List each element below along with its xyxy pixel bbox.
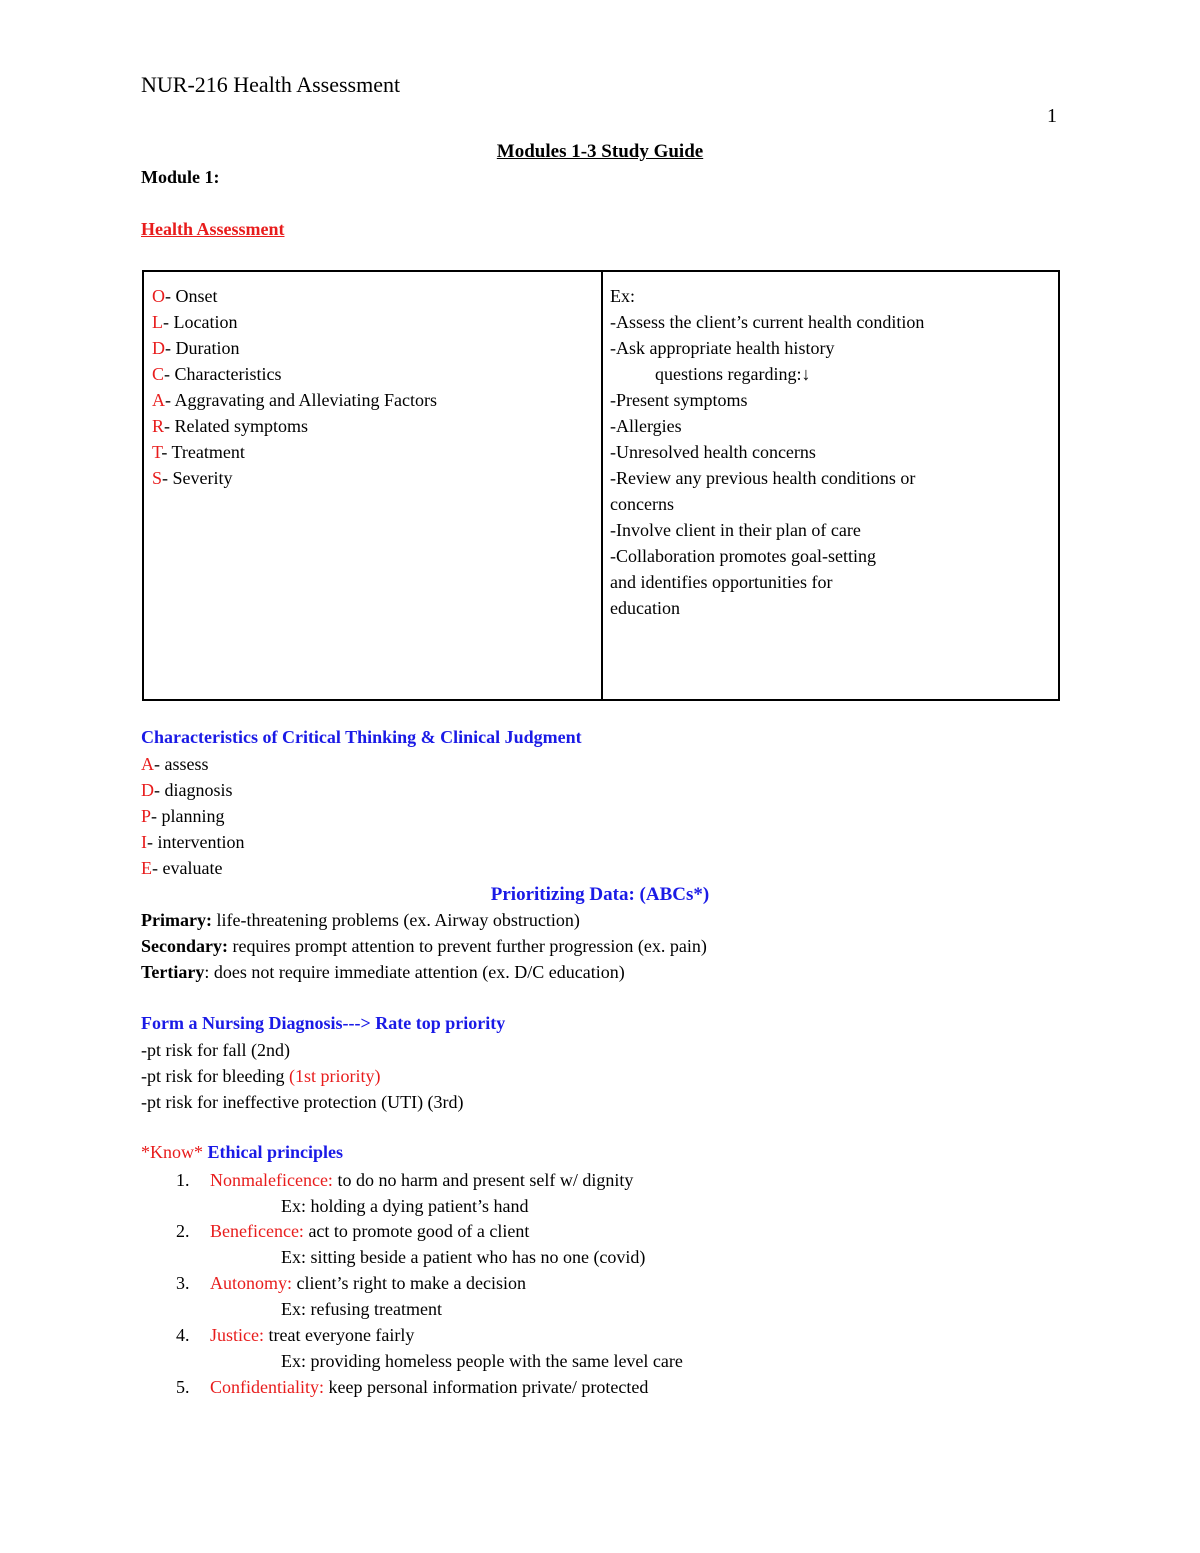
table-right-line: concerns — [610, 494, 674, 514]
table-right-line: questions regarding:↓ — [655, 364, 811, 384]
table-right-line: -Unresolved health concerns — [610, 442, 816, 462]
table-left-row: C- Characteristics — [152, 364, 282, 384]
table-divider — [601, 272, 603, 699]
table-left-row: D- Duration — [152, 338, 240, 358]
ethics-heading: *Know* Ethical principles — [141, 1142, 344, 1162]
nursing-item: -pt risk for bleeding (1st priority) — [141, 1066, 381, 1086]
ethics-item: 1. Nonmaleficence: to do no harm and present self w/ dignity — [176, 1170, 634, 1190]
priority-item: Primary: life-threatening problems (ex. Airway obstruction) — [141, 910, 580, 930]
table-right-line: -Review any previous health conditions or — [610, 468, 916, 488]
table-left-cell — [152, 283, 437, 491]
document-header: NUR-216 Health Assessment — [141, 72, 401, 97]
table-right-line: -Present symptoms — [610, 390, 748, 410]
document-title: Modules 1-3 Study Guide — [496, 141, 704, 162]
priority-item: Secondary: requires prompt attention to prevent further progression (ex. pain) — [141, 936, 707, 956]
adpie-item: D- diagnosis — [141, 780, 233, 800]
table-right-line: and identifies opportunities for — [610, 572, 833, 592]
table-right-line: Ex: — [610, 286, 635, 306]
module-heading: Module 1: — [141, 167, 220, 187]
ethics-example: Ex: sitting beside a patient who has no one (covid) — [281, 1247, 646, 1267]
priority-item: Tertiary: does not require immediate attention (ex. D/C education) — [141, 962, 625, 982]
nursing-diagnosis-heading: Form a Nursing Diagnosis---> Rate top priority — [141, 1013, 506, 1033]
page-number: 1 — [1047, 105, 1057, 127]
ethics-item: 4. Justice: treat everyone fairly — [176, 1325, 415, 1345]
olddcarts-table — [142, 270, 1060, 701]
nursing-item: -pt risk for fall (2nd) — [141, 1040, 290, 1060]
table-right-line: -Allergies — [610, 416, 682, 436]
ethics-item: 3. Autonomy: client’s right to make a decision — [176, 1273, 526, 1293]
ethics-example: Ex: holding a dying patient’s hand — [281, 1196, 529, 1216]
adpie-item: I- intervention — [141, 832, 245, 852]
table-left-row: A- Aggravating and Alleviating Factors — [152, 390, 437, 410]
ethics-example: Ex: providing homeless people with the same level care — [281, 1351, 683, 1371]
table-left-row: T- Treatment — [152, 442, 245, 462]
table-right-line: -Assess the client’s current health condition — [610, 312, 925, 332]
nursing-item: -pt risk for ineffective protection (UTI) (3rd) — [141, 1092, 464, 1112]
table-right-line: -Ask appropriate health history — [610, 338, 835, 358]
table-left-row: S- Severity — [152, 468, 233, 488]
table-right-line: education — [610, 598, 680, 618]
table-right-line: -Involve client in their plan of care — [610, 520, 861, 540]
table-right-cell — [610, 283, 924, 621]
health-assessment-heading: Health Assessment — [141, 219, 285, 239]
prioritizing-heading: Prioritizing Data: (ABCs*) — [490, 884, 710, 905]
ethics-item: 5. Confidentiality: keep personal information private/ protected — [176, 1377, 649, 1397]
adpie-item: A- assess — [141, 754, 209, 774]
table-right-line: -Collaboration promotes goal-setting — [610, 546, 876, 566]
ethics-item: 2. Beneficence: act to promote good of a client — [176, 1221, 530, 1241]
table-left-row: R- Related symptoms — [152, 416, 308, 436]
adpie-item: P- planning — [141, 806, 225, 826]
table-left-row: O- Onset — [152, 286, 218, 306]
critical-thinking-heading: Characteristics of Critical Thinking & Clinical Judgment — [141, 727, 582, 747]
table-left-row: L- Location — [152, 312, 238, 332]
adpie-item: E- evaluate — [141, 858, 223, 878]
ethics-example: Ex: refusing treatment — [281, 1299, 442, 1319]
